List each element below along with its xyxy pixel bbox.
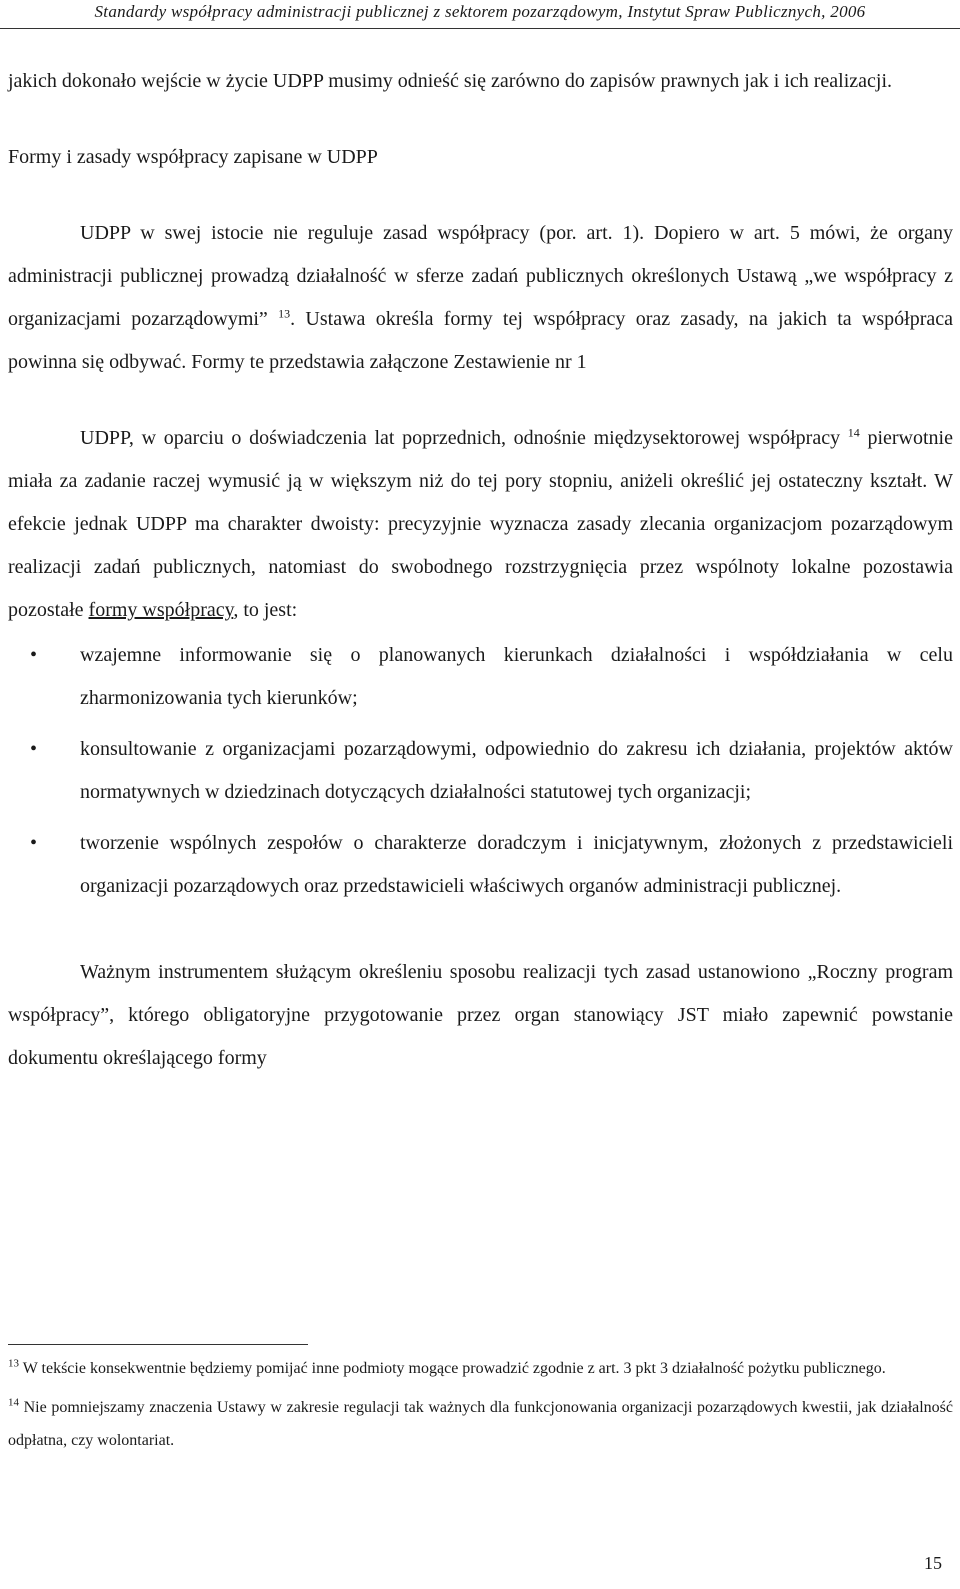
list-item-text: tworzenie wspólnych zespołów o charakterze doradczym i inicjatywnym, złożonych z przedstawicieli organizacji pozarządowych oraz przedstawicieli właściwych organów administracji publicznej. xyxy=(80,832,953,897)
footnotes xyxy=(8,1352,953,1463)
paragraph-text: UDPP w swej istocie nie reguluje zasad współpracy (por. art. 1). Dopiero w art. 5 mówi, że organy administracji publicznej prowadzą działalność w sferze zadań publicznych określonych Ustawą „we współpracy z organizacjami pozarządowymi” xyxy=(8,222,953,330)
bullet-icon: • xyxy=(30,644,38,666)
paragraph-text: UDPP, w oparciu o doświadczenia lat poprzednich, odnośnie międzysektorowej współpracy xyxy=(80,427,841,449)
footnote-14 xyxy=(8,1391,953,1457)
footnote-13 xyxy=(8,1352,953,1385)
bullet-icon: • xyxy=(30,832,38,854)
page-number: 15 xyxy=(924,1553,942,1573)
list-item xyxy=(8,822,953,908)
running-header-title: Standardy współpracy administracji publicznej z sektorem pozarządowym, Instytut Spraw Publicznych, 2006 xyxy=(94,2,866,21)
paragraph-text: . Ustawa określa formy tej współpracy oraz zasady, na jakich ta współpraca powinna się odbywać. Formy te przedstawia załączone Zestawienie nr 1 xyxy=(8,308,953,373)
bullet-icon: • xyxy=(30,738,38,760)
footnote-ref-14[interactable]: 14 xyxy=(847,425,860,440)
paragraph-text: , to jest: xyxy=(233,599,298,621)
paragraph-text: pierwotnie miała za zadanie raczej wymusić ją w większym niż do tej pory stopniu, aniżeli określić jej ostateczny kształt. W efekcie jednak UDPP ma charakter dwoisty: precyzyjnie wyznacza zasady zlecania organizacjom pozarządowym realizacji zadań publicznych, natomiast do swobodnego rozstrzygnięcia przez wspólnoty lokalne pozostawia pozostałe xyxy=(8,427,953,621)
paragraph-udpp-character xyxy=(8,417,953,632)
footnote-number: 13 xyxy=(8,1357,19,1370)
forms-list xyxy=(8,634,953,908)
forms-link[interactable]: formy współpracy xyxy=(88,599,234,621)
paragraph-annual-program: Ważnym instrumentem służącym określeniu sposobu realizacji tych zasad ustanowiono „Roczny program współpracy”, którego obligatoryjne przygotowanie przez organ stanowiący JST miało zapewnić powstanie dokumentu określającego formy xyxy=(8,961,953,1069)
footnote-ref-13[interactable]: 13 xyxy=(278,306,291,321)
list-item xyxy=(8,728,953,814)
running-header xyxy=(0,0,960,30)
list-item-text: konsultowanie z organizacjami pozarządowymi, odpowiednio do zakresu ich działania, projektów aktów normatywnych w dziedzinach dotyczących działalności statutowej tych organizacji; xyxy=(80,738,953,803)
footnote-divider xyxy=(8,1344,308,1345)
section-title: Formy i zasady współpracy zapisane w UDPP xyxy=(8,146,378,168)
footnote-text: W tekście konsekwentnie będziemy pomijać inne podmioty mogące prowadzić zgodnie z art. 3 pkt 3 działalność pożytku publicznego. xyxy=(22,1360,886,1377)
list-item-text: wzajemne informowanie się o planowanych kierunkach działalności i współdziałania w celu zharmonizowania tych kierunków; xyxy=(80,644,953,709)
document-body xyxy=(8,60,953,1080)
intro-paragraph: jakich dokonało wejście w życie UDPP musimy odnieść się zarówno do zapisów prawnych jak i ich realizacji. xyxy=(8,70,893,92)
paragraph-article-5 xyxy=(8,212,953,384)
list-item xyxy=(8,634,953,720)
footnote-text: Nie pomniejszamy znaczenia Ustawy w zakresie regulacji tak ważnych dla funkcjonowania organizacji pozarządowych kwestii, jak działalność odpłatna, czy wolontariat. xyxy=(8,1399,954,1449)
footnote-number: 14 xyxy=(8,1396,19,1409)
header-divider xyxy=(0,28,960,29)
